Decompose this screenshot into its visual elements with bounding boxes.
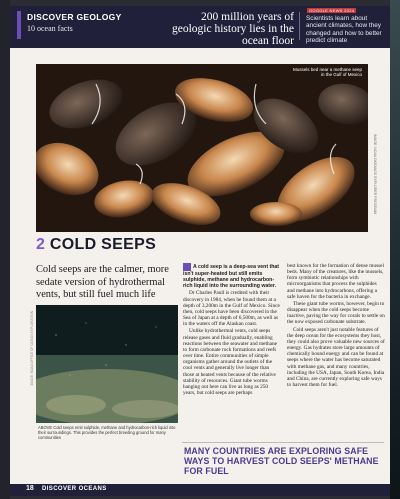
dropcap-marker <box>183 263 191 271</box>
photo-credit: IMAGE: NOAA OKEANOS EXPLORER PROGRAM <box>373 134 377 215</box>
heading-text: COLD SEEPS <box>49 236 157 253</box>
cold-seep-photo <box>36 305 178 423</box>
body-paragraph: Dr Charles Paull is credited with their discovery in 1984, when he found them at a depth of 3,200m in the Gulf of Mexico. Since then, cold seeps have been discovered in the Sea of Japan at a depth of 6,500m, as well as in the waters off the Alaskan coast. <box>183 290 280 328</box>
section-tag <box>17 11 21 39</box>
section-label: DISCOVER GEOLOGY <box>27 12 122 22</box>
body-paragraph: Cold seeps aren't just notable features of the deep ocean for the ecosystems they host, they could also prove valuable new sources of energy. Gas hydrates store large amounts of chemically bound energy and can be found at seeps where the water has become saturated with methane gas, and many countries, including the USA, Japan, South Korea, India and China, are currently exploring safe ways to harvest them for fuel. <box>287 326 385 388</box>
photo-caption: Mussels bed near a methane seep in the Gulf of Mexico <box>292 67 362 77</box>
adjacent-page-edge-right <box>390 0 400 499</box>
header-blurb: Scientists learn about ancient climates, how they changed and how to better predict climate <box>306 15 382 45</box>
adjacent-page-edge-left <box>0 0 10 499</box>
mussel-bed-photo <box>36 64 368 232</box>
header-divider <box>299 12 300 40</box>
magazine-page <box>10 6 390 496</box>
page-header <box>10 6 390 48</box>
heading-number: 2 <box>36 236 45 253</box>
seafloor-illustration <box>36 305 178 423</box>
magazine-name: DISCOVER OCEANS <box>42 486 107 492</box>
section-heading <box>36 236 156 254</box>
subsection-label: 10 ocean facts <box>27 24 73 33</box>
body-column-2 <box>287 263 385 389</box>
header-title: 200 million years of geologic history lies in the ocean floor <box>171 11 294 47</box>
page-footer <box>10 484 390 496</box>
inset-credit: IMAGE: NOAA OFFICE OF OCEAN EXPLORATION <box>30 311 34 386</box>
pull-quote: MANY COUNTRIES ARE EXPLORING SAFE WAYS TO HARVEST COLD SEEPS' METHANE FOR FUEL <box>184 446 379 476</box>
pull-quote-rule <box>182 442 384 443</box>
page-number: 18 <box>26 485 34 492</box>
body-paragraph: Unlike hydrothermal vents, cold seeps release gases and fluid gradually, enabling reactions between the seawater and methane to form carbonate rock formations and reefs over time. Entire communities of simple organisms gather around the outlets of the cool vents and generally live longer than those at heated vents because of the relative stability of resources. Giant tube worms hanging out here can live as long as 250 years, but cold seeps are perhaps <box>183 328 277 396</box>
standfirst: Cold seeps are the calmer, more sedate version of hydrothermal vents, but still fuel much life <box>36 264 169 301</box>
body-paragraph: These giant tube worms, however, begin to disappear when the cold seeps become inactive, paving the way for corals to settle on the now exposed carbonate substrate. <box>287 300 385 326</box>
inset-caption: ABOVE Cold seeps emit sulphide, methane and hydrocarbon-rich liquid into their surroundings. This provides the perfect breeding ground for many communities <box>38 425 176 440</box>
mussel-illustration <box>36 64 368 232</box>
header-pill: GOOGLE NEWS 2024 <box>309 8 355 13</box>
body-column-1 <box>183 263 281 397</box>
body-paragraph: best known for the formation of dense mussel beds. Many of the creatures, like the mussels, form symbiotic relationships with microorganisms that process the sulphides and methane into hydrocarbons, offering a safe haven for the bacteria in exchange. <box>287 263 384 300</box>
body-paragraph: A cold seep is a deep-sea vent that isn't super-heated but still emits sulphide, methane and hydrocarbon-rich liquid into the surrounding water. <box>183 264 280 290</box>
